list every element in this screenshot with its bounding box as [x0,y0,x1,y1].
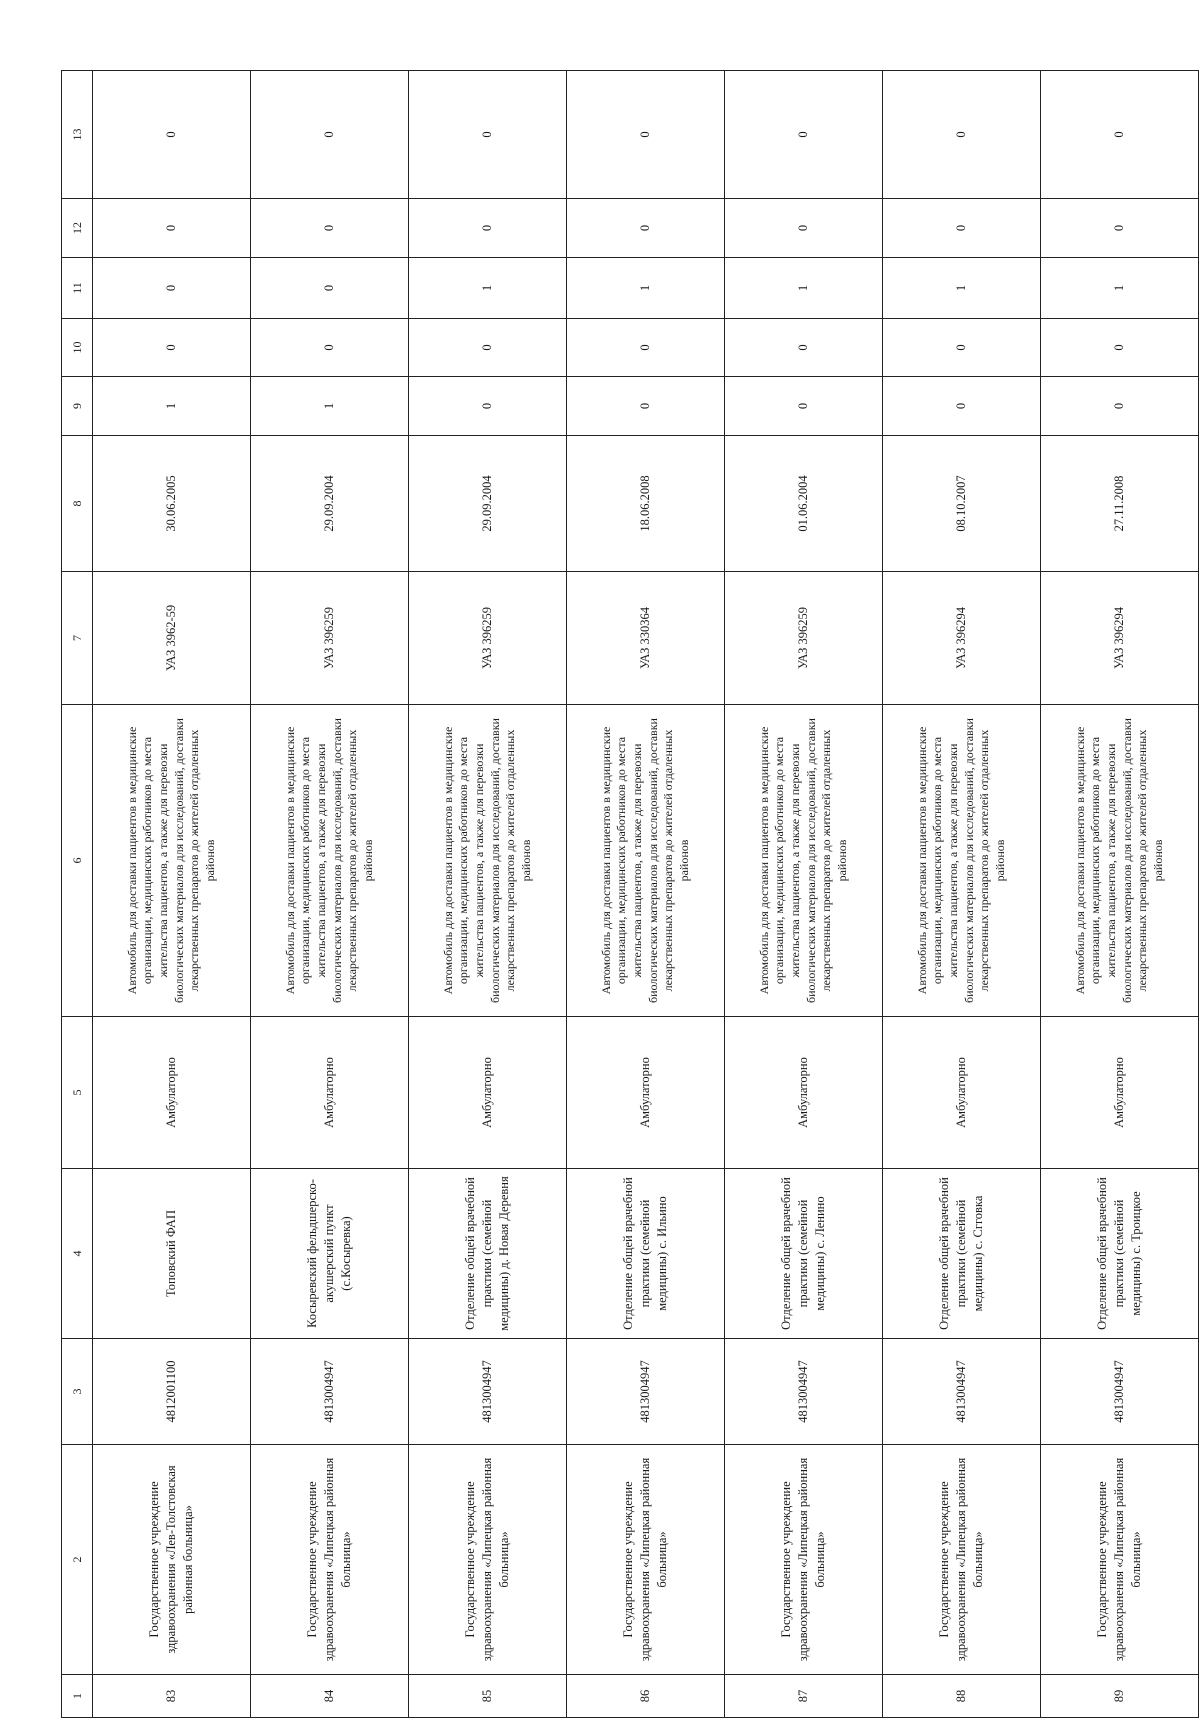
cell-col13: 0 [567,71,725,199]
cell-number: 87 [725,1675,883,1718]
cell-col13: 0 [93,71,251,199]
cell-col11: 0 [251,258,409,319]
cell-col11: 1 [1041,258,1199,319]
cell-col9: 0 [883,377,1041,436]
column-header: 6 [62,705,93,1017]
table-row [409,71,567,1718]
cell-col12: 0 [883,199,1041,258]
column-header: 13 [62,71,93,199]
cell-vehicle-model: УАЗ 396294 [1041,572,1199,705]
cell-inn: 4812001100 [93,1339,251,1445]
cell-institution: Государственное учреждение здравоохранения «Липецкая районная больница» [725,1445,883,1675]
cell-col12: 0 [409,199,567,258]
cell-purpose: Автомобиль для доставки пациентов в медицинские организации, медицинских работников до места жительства пациентов, а также для перевозки биологических материалов для исследований, доставки лекарственных препаратов до жителей отдаленных районов [409,705,567,1017]
cell-vehicle-model: УАЗ 396259 [251,572,409,705]
cell-col9: 0 [725,377,883,436]
column-header: 12 [62,199,93,258]
cell-col9: 1 [93,377,251,436]
table-row [251,71,409,1718]
cell-col12: 0 [93,199,251,258]
cell-care-type: Амбулаторно [409,1017,567,1169]
cell-col11: 1 [409,258,567,319]
table-row [1041,71,1199,1718]
cell-inn: 4813004947 [251,1339,409,1445]
cell-number: 85 [409,1675,567,1718]
cell-subdivision: Отделение общей врачебной практики (семейной медицины) с. Ильино [567,1169,725,1339]
column-header: 8 [62,436,93,572]
cell-care-type: Амбулаторно [567,1017,725,1169]
cell-number: 88 [883,1675,1041,1718]
cell-care-type: Амбулаторно [93,1017,251,1169]
cell-number: 84 [251,1675,409,1718]
cell-institution: Государственное учреждение здравоохранения «Липецкая районная больница» [409,1445,567,1675]
cell-col12: 0 [725,199,883,258]
cell-number: 86 [567,1675,725,1718]
cell-col13: 0 [409,71,567,199]
cell-vehicle-model: УАЗ 396259 [409,572,567,705]
cell-institution: Государственное учреждение здравоохранения «Липецкая районная больница» [567,1445,725,1675]
column-header: 10 [62,319,93,377]
cell-number: 89 [1041,1675,1199,1718]
cell-date: 29.09.2004 [251,436,409,572]
cell-col13: 0 [251,71,409,199]
cell-number: 83 [93,1675,251,1718]
cell-institution: Государственное учреждение здравоохранения «Липецкая районная больница» [883,1445,1041,1675]
table-row [567,71,725,1718]
cell-date: 08.10.2007 [883,436,1041,572]
cell-col10: 0 [93,319,251,377]
cell-col12: 0 [251,199,409,258]
cell-date: 30.06.2005 [93,436,251,572]
cell-col11: 1 [883,258,1041,319]
cell-care-type: Амбулаторно [1041,1017,1199,1169]
cell-purpose: Автомобиль для доставки пациентов в медицинские организации, медицинских работников до места жительства пациентов, а также для перевозки биологических материалов для исследований, доставки лекарственных препаратов до жителей отдаленных районов [725,705,883,1017]
cell-subdivision: Косыревский фельдшерско-акушерский пункт (с.Косыревка) [251,1169,409,1339]
cell-col11: 1 [567,258,725,319]
cell-purpose: Автомобиль для доставки пациентов в медицинские организации, медицинских работников до места жительства пациентов, а также для перевозки биологических материалов для исследований, доставки лекарственных препаратов до жителей отдаленных районов [883,705,1041,1017]
cell-purpose: Автомобиль для доставки пациентов в медицинские организации, медицинских работников до места жительства пациентов, а также для перевозки биологических материалов для исследований, доставки лекарственных препаратов до жителей отдаленных районов [1041,705,1199,1017]
cell-col10: 0 [725,319,883,377]
cell-date: 18.06.2008 [567,436,725,572]
cell-col13: 0 [725,71,883,199]
cell-date: 29.09.2004 [409,436,567,572]
cell-subdivision: Топовский ФАП [93,1169,251,1339]
column-header: 5 [62,1017,93,1169]
table-header-row [62,71,93,1718]
cell-col10: 0 [409,319,567,377]
cell-subdivision: Отделение общей врачебной практики (семейной медицины) с. Троицкое [1041,1169,1199,1339]
cell-col12: 0 [1041,199,1199,258]
cell-subdivision: Отделение общей врачебной практики (семейной медицины) д. Новая Деревня [409,1169,567,1339]
cell-institution: Государственное учреждение здравоохранения «Липецкая районная больница» [251,1445,409,1675]
cell-inn: 4813004947 [409,1339,567,1445]
cell-inn: 4813004947 [725,1339,883,1445]
cell-vehicle-model: УАЗ 396259 [725,572,883,705]
column-header: 9 [62,377,93,436]
column-header: 1 [62,1675,93,1718]
cell-purpose: Автомобиль для доставки пациентов в медицинские организации, медицинских работников до места жительства пациентов, а также для перевозки биологических материалов для исследований, доставки лекарственных препаратов до жителей отдаленных районов [251,705,409,1017]
cell-subdivision: Отделение общей врачебной практики (семейной медицины) с. Ленино [725,1169,883,1339]
column-header: 7 [62,572,93,705]
table-row [883,71,1041,1718]
cell-inn: 4813004947 [1041,1339,1199,1445]
cell-institution: Государственное учреждение здравоохранения «Липецкая районная больница» [1041,1445,1199,1675]
cell-care-type: Амбулаторно [883,1017,1041,1169]
cell-inn: 4813004947 [883,1339,1041,1445]
cell-col11: 1 [725,258,883,319]
cell-vehicle-model: УАЗ 3962-59 [93,572,251,705]
cell-vehicle-model: УАЗ 396294 [883,572,1041,705]
column-header: 11 [62,258,93,319]
cell-care-type: Амбулаторно [725,1017,883,1169]
cell-col10: 0 [567,319,725,377]
column-header: 4 [62,1169,93,1339]
cell-col13: 0 [883,71,1041,199]
cell-vehicle-model: УАЗ 330364 [567,572,725,705]
cell-care-type: Амбулаторно [251,1017,409,1169]
cell-col12: 0 [567,199,725,258]
cell-date: 01.06.2004 [725,436,883,572]
cell-institution: Государственное учреждение здравоохранения «Лев-Толстовская районная больница» [93,1445,251,1675]
cell-col10: 0 [883,319,1041,377]
cell-col9: 1 [251,377,409,436]
cell-col9: 0 [409,377,567,436]
cell-col11: 0 [93,258,251,319]
cell-col10: 0 [1041,319,1199,377]
cell-purpose: Автомобиль для доставки пациентов в медицинские организации, медицинских работников до места жительства пациентов, а также для перевозки биологических материалов для исследований, доставки лекарственных препаратов до жителей отдаленных районов [93,705,251,1017]
cell-purpose: Автомобиль для доставки пациентов в медицинские организации, медицинских работников до места жительства пациентов, а также для перевозки биологических материалов для исследований, доставки лекарственных препаратов до жителей отдаленных районов [567,705,725,1017]
cell-col9: 0 [1041,377,1199,436]
vehicles-table [61,70,1199,1718]
table-row [725,71,883,1718]
cell-col13: 0 [1041,71,1199,199]
column-header: 2 [62,1445,93,1675]
cell-date: 27.11.2008 [1041,436,1199,572]
cell-inn: 4813004947 [567,1339,725,1445]
column-header: 3 [62,1339,93,1445]
rotated-table-page [61,71,1165,1718]
table-row [93,71,251,1718]
cell-col9: 0 [567,377,725,436]
cell-subdivision: Отделение общей врачебной практики (семейной медицины) с. Сгговка [883,1169,1041,1339]
cell-col10: 0 [251,319,409,377]
